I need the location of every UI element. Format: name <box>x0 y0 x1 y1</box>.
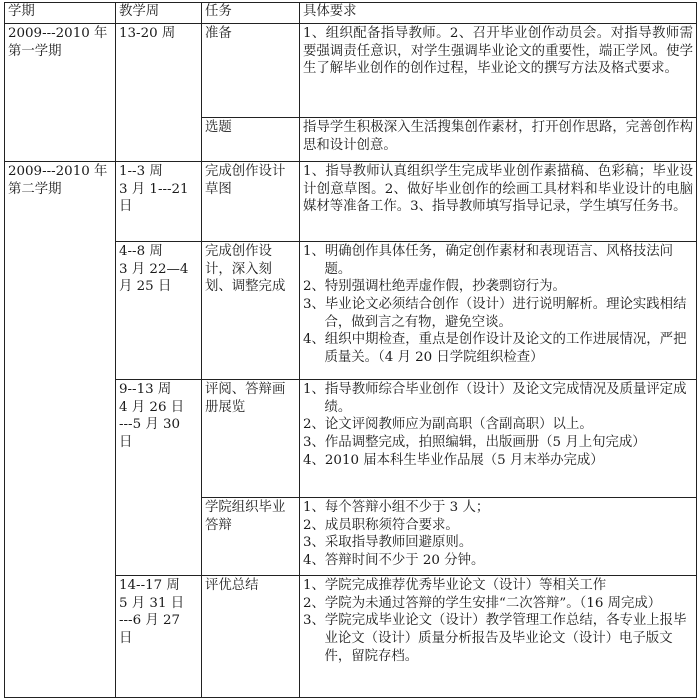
semester-cell: 2009---2010 年 第二学期 <box>5 162 116 698</box>
requirements-cell: 1、指导教师综合毕业创作（设计）及论文完成情况及质量评定成绩。 2、论文评阅教师应为副高职（含副高职）以上。 3、作品调整完成，拍照编辑，出版画册（5 月上旬完成） 4、2010 届本科生毕业作品展（5 月末举办完成） <box>300 380 697 498</box>
task-cell: 评阅、答辩画册展览 <box>202 380 300 498</box>
requirements-cell: 1、指导教师认真组织学生完成毕业创作素描稿、色彩稿；毕业设计创意草图。2、做好毕业创作的绘画工具材料和毕业设计的电脑媒材等准备工作。3、指导教师填写指导记录，学生填写任务书。 <box>300 162 697 242</box>
header-task: 任务 <box>202 3 300 24</box>
requirements-cell: 指导学生积极深入生活搜集创作素材，打开创作思路，完善创作构思和设计创意。 <box>300 118 697 162</box>
requirements-cell: 1、组织配备指导教师。2、召开毕业创作动员会。对指导教师需要强调责任意识，对学生强调毕业论文的重要性，端正学风。使学生了解毕业创作的创作过程，毕业论文的撰写方法及格式要求。 <box>300 24 697 118</box>
task-cell: 完成创作设计草图 <box>202 162 300 242</box>
week-cell: 14--17 周 5 月 31 日 ---6 月 27 日 <box>116 576 202 698</box>
graduation-schedule-table <box>4 2 697 698</box>
week-cell: 4--8 周 3 月 22—4 月 25 日 <box>116 242 202 380</box>
task-cell: 评优总结 <box>202 576 300 698</box>
task-cell: 学院组织毕业答辩 <box>202 498 300 576</box>
header-requirements: 具体要求 <box>300 3 697 24</box>
table-row <box>5 24 697 118</box>
header-semester: 学期 <box>5 3 116 24</box>
requirements-cell: 1、明确创作具体任务，确定创作素材和表现语言、风格技法问题。 2、特别强调杜绝弄虚作假，抄袭剽窃行为。 3、毕业论文必须结合创作（设计）进行说明解析。理论实践相结合，做到言之有物，避免空谈。 4、组织中期检查，重点是创作设计及论文的工作进展情况，严把质量关。（4 月 20 日学院组织检查） <box>300 242 697 380</box>
requirements-cell: 1、学院完成推荐优秀毕业论文（设计）等相关工作 2、学院为未通过答辩的学生安排“二次答辩”。（16 周完成） 3、学院完成毕业论文（设计）教学管理工作总结，各专业上报毕业论文（设计）质量分析报告及毕业论文（设计）电子版文件，留院存档。 <box>300 576 697 698</box>
semester-cell: 2009---2010 年 第一学期 <box>5 24 116 162</box>
week-cell: 1--3 周 3 月 1---21 日 <box>116 162 202 242</box>
task-cell: 准备 <box>202 24 300 118</box>
task-cell: 完成创作设计，深入刻划、调整完成 <box>202 242 300 380</box>
table-row <box>5 162 697 242</box>
header-teaching-week: 教学周 <box>116 3 202 24</box>
week-cell: 13-20 周 <box>116 24 202 162</box>
header-row <box>5 3 697 24</box>
task-cell: 选题 <box>202 118 300 162</box>
requirements-cell: 1、每个答辩小组不少于 3 人； 2、成员职称须符合要求。 3、采取指导教师回避原则。 4、答辩时间不少于 20 分钟。 <box>300 498 697 576</box>
week-cell: 9--13 周 4 月 26 日 ---5 月 30 日 <box>116 380 202 576</box>
